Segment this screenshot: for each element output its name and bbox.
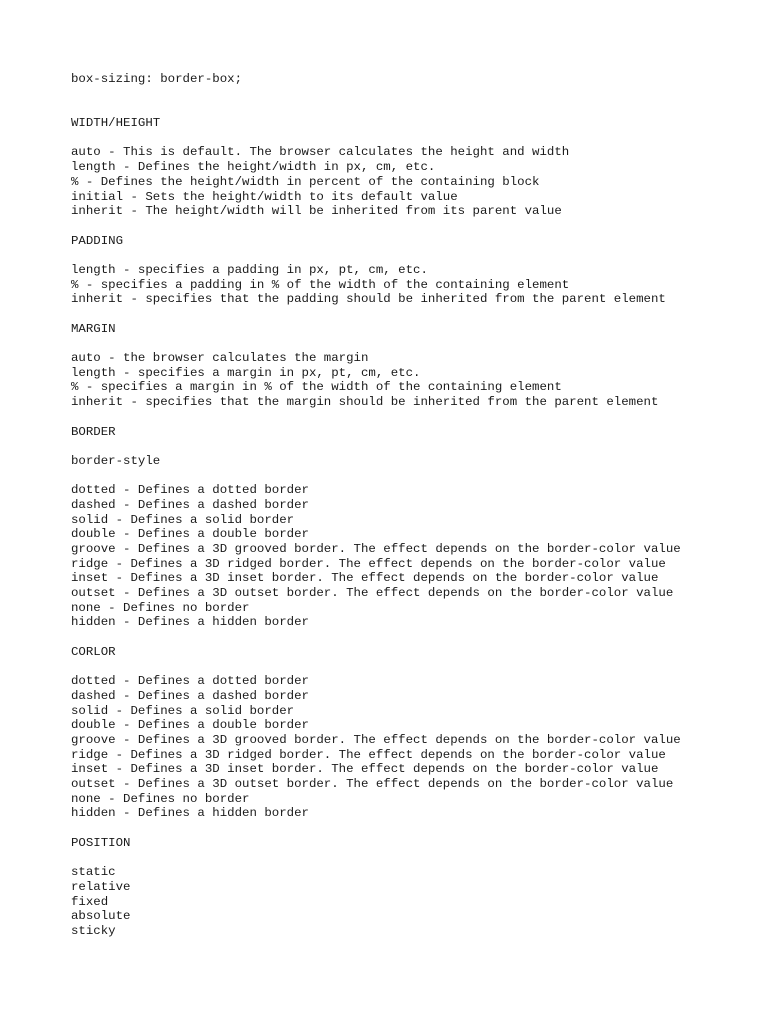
blank-line [71, 336, 751, 351]
blank-line [71, 307, 751, 322]
text-line: double - Defines a double border [71, 527, 309, 542]
text-line: % - specifies a margin in % of the width of the containing element [71, 380, 562, 395]
blank-line [71, 87, 751, 102]
blank-line [71, 248, 751, 263]
blank-line [71, 219, 751, 234]
text-line: POSITION [71, 835, 131, 850]
text-line: dashed - Defines a dashed border [71, 688, 309, 703]
text-line: inset - Defines a 3D inset border. The effect depends on the border-color value [71, 571, 659, 586]
text-line: length - specifies a margin in px, pt, cm, etc. [71, 365, 421, 380]
text-line: double - Defines a double border [71, 718, 309, 733]
text-line: % - specifies a padding in % of the width of the containing element [71, 277, 570, 292]
text-line: static [71, 865, 116, 880]
text-line: relative [71, 879, 131, 894]
text-line: hidden - Defines a hidden border [71, 615, 309, 630]
text-line: length - Defines the height/width in px, cm, etc. [71, 160, 436, 175]
text-line: WIDTH/HEIGHT [71, 116, 161, 131]
blank-line [71, 410, 751, 425]
blank-line [71, 131, 751, 146]
text-line: outset - Defines a 3D outset border. The effect depends on the border-color value [71, 586, 674, 601]
text-line: BORDER [71, 424, 116, 439]
text-line: absolute [71, 909, 131, 924]
blank-line [71, 101, 751, 116]
text-line: dotted - Defines a dotted border [71, 674, 309, 689]
text-line: inset - Defines a 3D inset border. The effect depends on the border-color value [71, 762, 659, 777]
document-text [71, 72, 751, 939]
text-line: groove - Defines a 3D grooved border. The effect depends on the border-color value [71, 732, 681, 747]
text-line: sticky [71, 923, 116, 938]
text-line: initial - Sets the height/width to its default value [71, 189, 458, 204]
text-line: auto - the browser calculates the margin [71, 351, 369, 366]
text-line: PADDING [71, 233, 124, 248]
blank-line [71, 630, 751, 645]
text-line: groove - Defines a 3D grooved border. The effect depends on the border-color value [71, 542, 681, 556]
text-line: fixed [71, 894, 109, 909]
text-line: border-style [71, 453, 161, 468]
blank-line [71, 660, 751, 675]
text-line: solid - Defines a solid border [71, 512, 295, 527]
text-line: solid - Defines a solid border [71, 703, 295, 718]
text-line: % - Defines the height/width in percent of the containing block [71, 174, 540, 189]
text-line: dashed - Defines a dashed border [71, 497, 309, 512]
text-line: outset - Defines a 3D outset border. The effect depends on the border-color value [71, 777, 674, 791]
text-line: MARGIN [71, 321, 116, 336]
blank-line [71, 439, 751, 454]
text-line: none - Defines no border [71, 600, 250, 615]
text-line: CORLOR [71, 644, 116, 659]
text-line: box-sizing: border-box; [71, 72, 243, 86]
text-line: ridge - Defines a 3D ridged border. The effect depends on the border-color value [71, 747, 666, 762]
blank-line [71, 821, 751, 836]
text-line: dotted - Defines a dotted border [71, 483, 309, 498]
text-line: ridge - Defines a 3D ridged border. The effect depends on the border-color value [71, 556, 666, 571]
blank-line [71, 850, 751, 865]
blank-line [71, 469, 751, 484]
text-line: inherit - The height/width will be inherited from its parent value [71, 204, 562, 219]
text-line: hidden - Defines a hidden border [71, 806, 309, 821]
text-line: auto - This is default. The browser calculates the height and width [71, 145, 570, 160]
text-line: none - Defines no border [71, 791, 250, 806]
text-line: length - specifies a padding in px, pt, cm, etc. [71, 262, 428, 277]
text-line: inherit - specifies that the padding should be inherited from the parent element [71, 292, 666, 307]
text-line: inherit - specifies that the margin should be inherited from the parent element [71, 395, 659, 410]
